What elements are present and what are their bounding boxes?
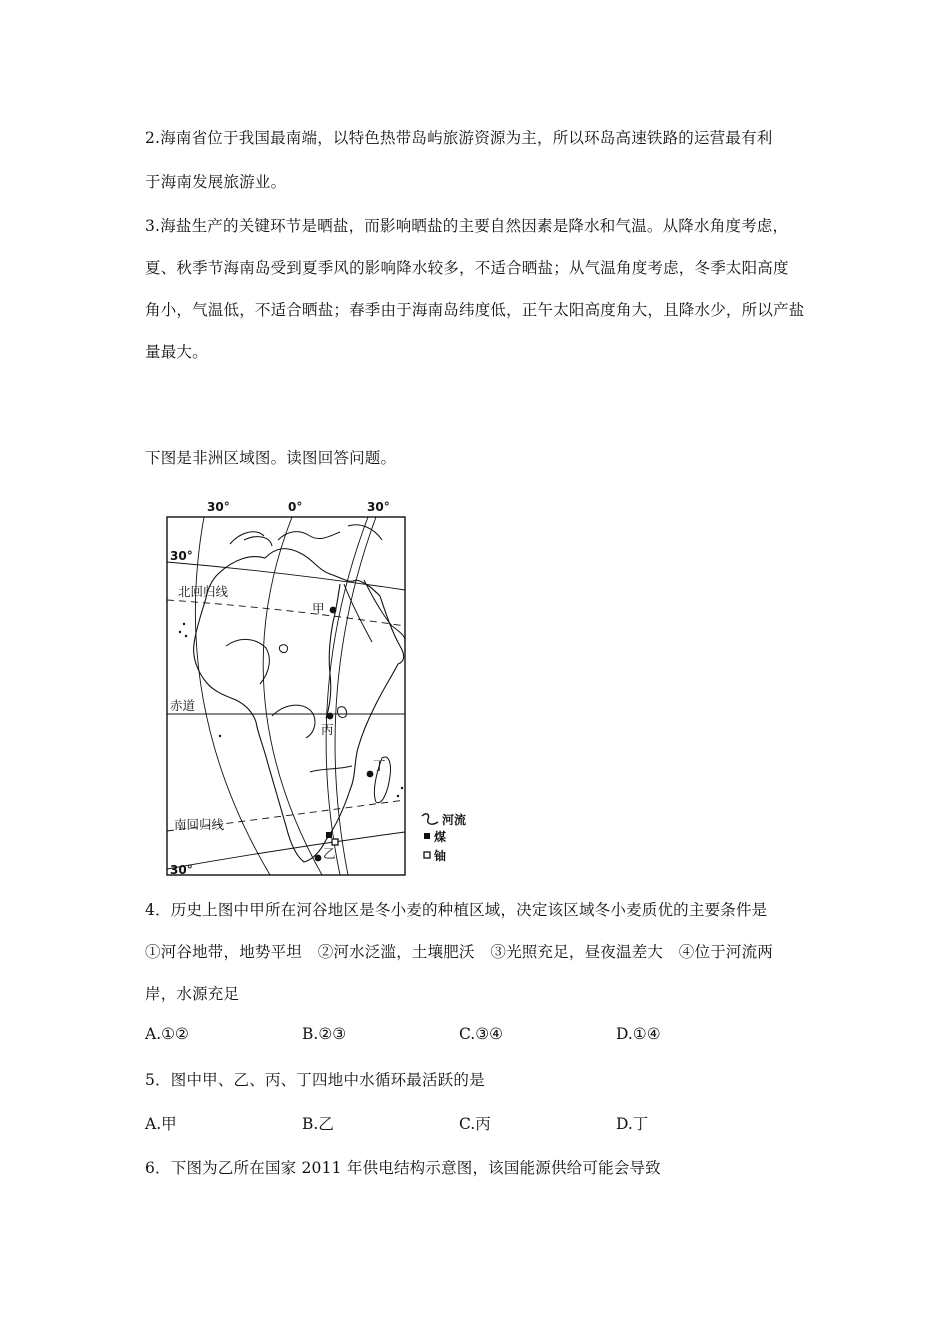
- zambezi-river: [310, 766, 352, 772]
- paragraph-2-line-2: 于海南发展旅游业。: [145, 173, 287, 191]
- tropic-of-cancer: [167, 600, 405, 626]
- paragraph-3-line-3: 角小，气温低，不适合晒盐；春季由于海南岛纬度低，正午太阳高度角大，且降水少，所以产盐: [145, 301, 805, 319]
- legend-coal-icon: [424, 833, 430, 839]
- question-4-option-d[interactable]: D.①④: [616, 1025, 661, 1043]
- question-5-option-a[interactable]: A.甲: [145, 1115, 177, 1133]
- question-4-conditions-line-1: ①河谷地带，地势平坦 ②河水泛滥，土壤肥沃 ③光照充足，昼夜温差大 ④位于河流两: [145, 943, 774, 961]
- uranium-marker: [332, 839, 338, 845]
- place-yi-label: 乙: [323, 846, 336, 861]
- paragraph-3-line-1: 3.海盐生产的关键环节是晒盐，而影响晒盐的主要自然因素是降水和气温。从降水角度考虑，: [145, 217, 789, 235]
- congo-river: [272, 705, 315, 738]
- coal-marker: [326, 832, 332, 838]
- island-dot: [397, 795, 399, 797]
- place-bing-label: 丙: [321, 722, 334, 737]
- question-4-option-c[interactable]: C.③④: [459, 1025, 504, 1043]
- question-4-conditions-line-2: 岸，水源充足: [145, 985, 240, 1003]
- island-dot: [179, 631, 181, 633]
- paragraph-3-line-2: 夏、秋季节海南岛受到夏季风的影响降水较多，不适合晒盐；从气温角度考虑，冬季太阳高度: [145, 259, 789, 277]
- question-5-option-b[interactable]: B.乙: [302, 1115, 334, 1133]
- island-dot: [183, 623, 185, 625]
- lake-chad: [279, 645, 287, 653]
- meridian-30e-east: [335, 517, 376, 875]
- legend-coal-label: 煤: [434, 830, 447, 844]
- equator-label: 赤道: [170, 698, 196, 713]
- lake-victoria: [338, 707, 347, 718]
- latitude-30s: [167, 832, 405, 869]
- question-5-stem: 5．图中甲、乙、丙、丁四地中水循环最活跃的是: [145, 1071, 485, 1089]
- question-6-stem: 6．下图为乙所在国家 2011 年供电结构示意图，该国能源供给可能会导致: [145, 1159, 661, 1177]
- place-bing-marker: [327, 713, 334, 720]
- question-4-option-b[interactable]: B.②③: [302, 1025, 347, 1043]
- legend-uranium-icon: [424, 852, 430, 858]
- question-4-option-a[interactable]: A.①②: [145, 1025, 189, 1043]
- lon-label-30e: 30°: [367, 500, 390, 514]
- legend-river-label: 河流: [442, 813, 467, 827]
- meridian-30e-west: [326, 517, 368, 875]
- place-jia-label: 甲: [312, 601, 325, 616]
- question-4-stem: 4．历史上图中甲所在河谷地区是冬小麦的种植区域，决定该区域冬小麦质优的主要条件是: [145, 901, 768, 919]
- lat-label-30n: 30°: [170, 549, 193, 563]
- question-5-option-c[interactable]: C.丙: [459, 1115, 491, 1133]
- tropic-south-label: 南回归线: [174, 817, 225, 832]
- lon-label-30w: 30°: [207, 500, 230, 514]
- legend-river-icon: [422, 814, 438, 824]
- legend-uranium-label: 铀: [434, 849, 447, 863]
- place-ding-label: 丁: [373, 758, 386, 773]
- paragraph-3-line-4: 量最大。: [145, 343, 208, 361]
- place-jia-marker: [330, 607, 337, 614]
- africa-map: [160, 496, 480, 881]
- island-dot: [185, 635, 187, 637]
- iberia: [244, 537, 272, 546]
- tropic-north-label: 北回归线: [178, 584, 229, 599]
- lon-label-0: 0°: [288, 500, 303, 514]
- place-yi-marker: [315, 855, 322, 862]
- lat-label-30s: 30°: [170, 863, 193, 877]
- island-dot: [401, 787, 403, 789]
- island-dot: [219, 735, 221, 737]
- meridian-0: [263, 517, 322, 875]
- question-5-option-d[interactable]: D.丁: [616, 1115, 649, 1133]
- paragraph-2-line-1: 2.海南省位于我国最南端，以特色热带岛屿旅游资源为主，所以环岛高速铁路的运营最有利: [145, 129, 773, 147]
- map-intro: 下图是非洲区域图。读图回答问题。: [145, 449, 397, 467]
